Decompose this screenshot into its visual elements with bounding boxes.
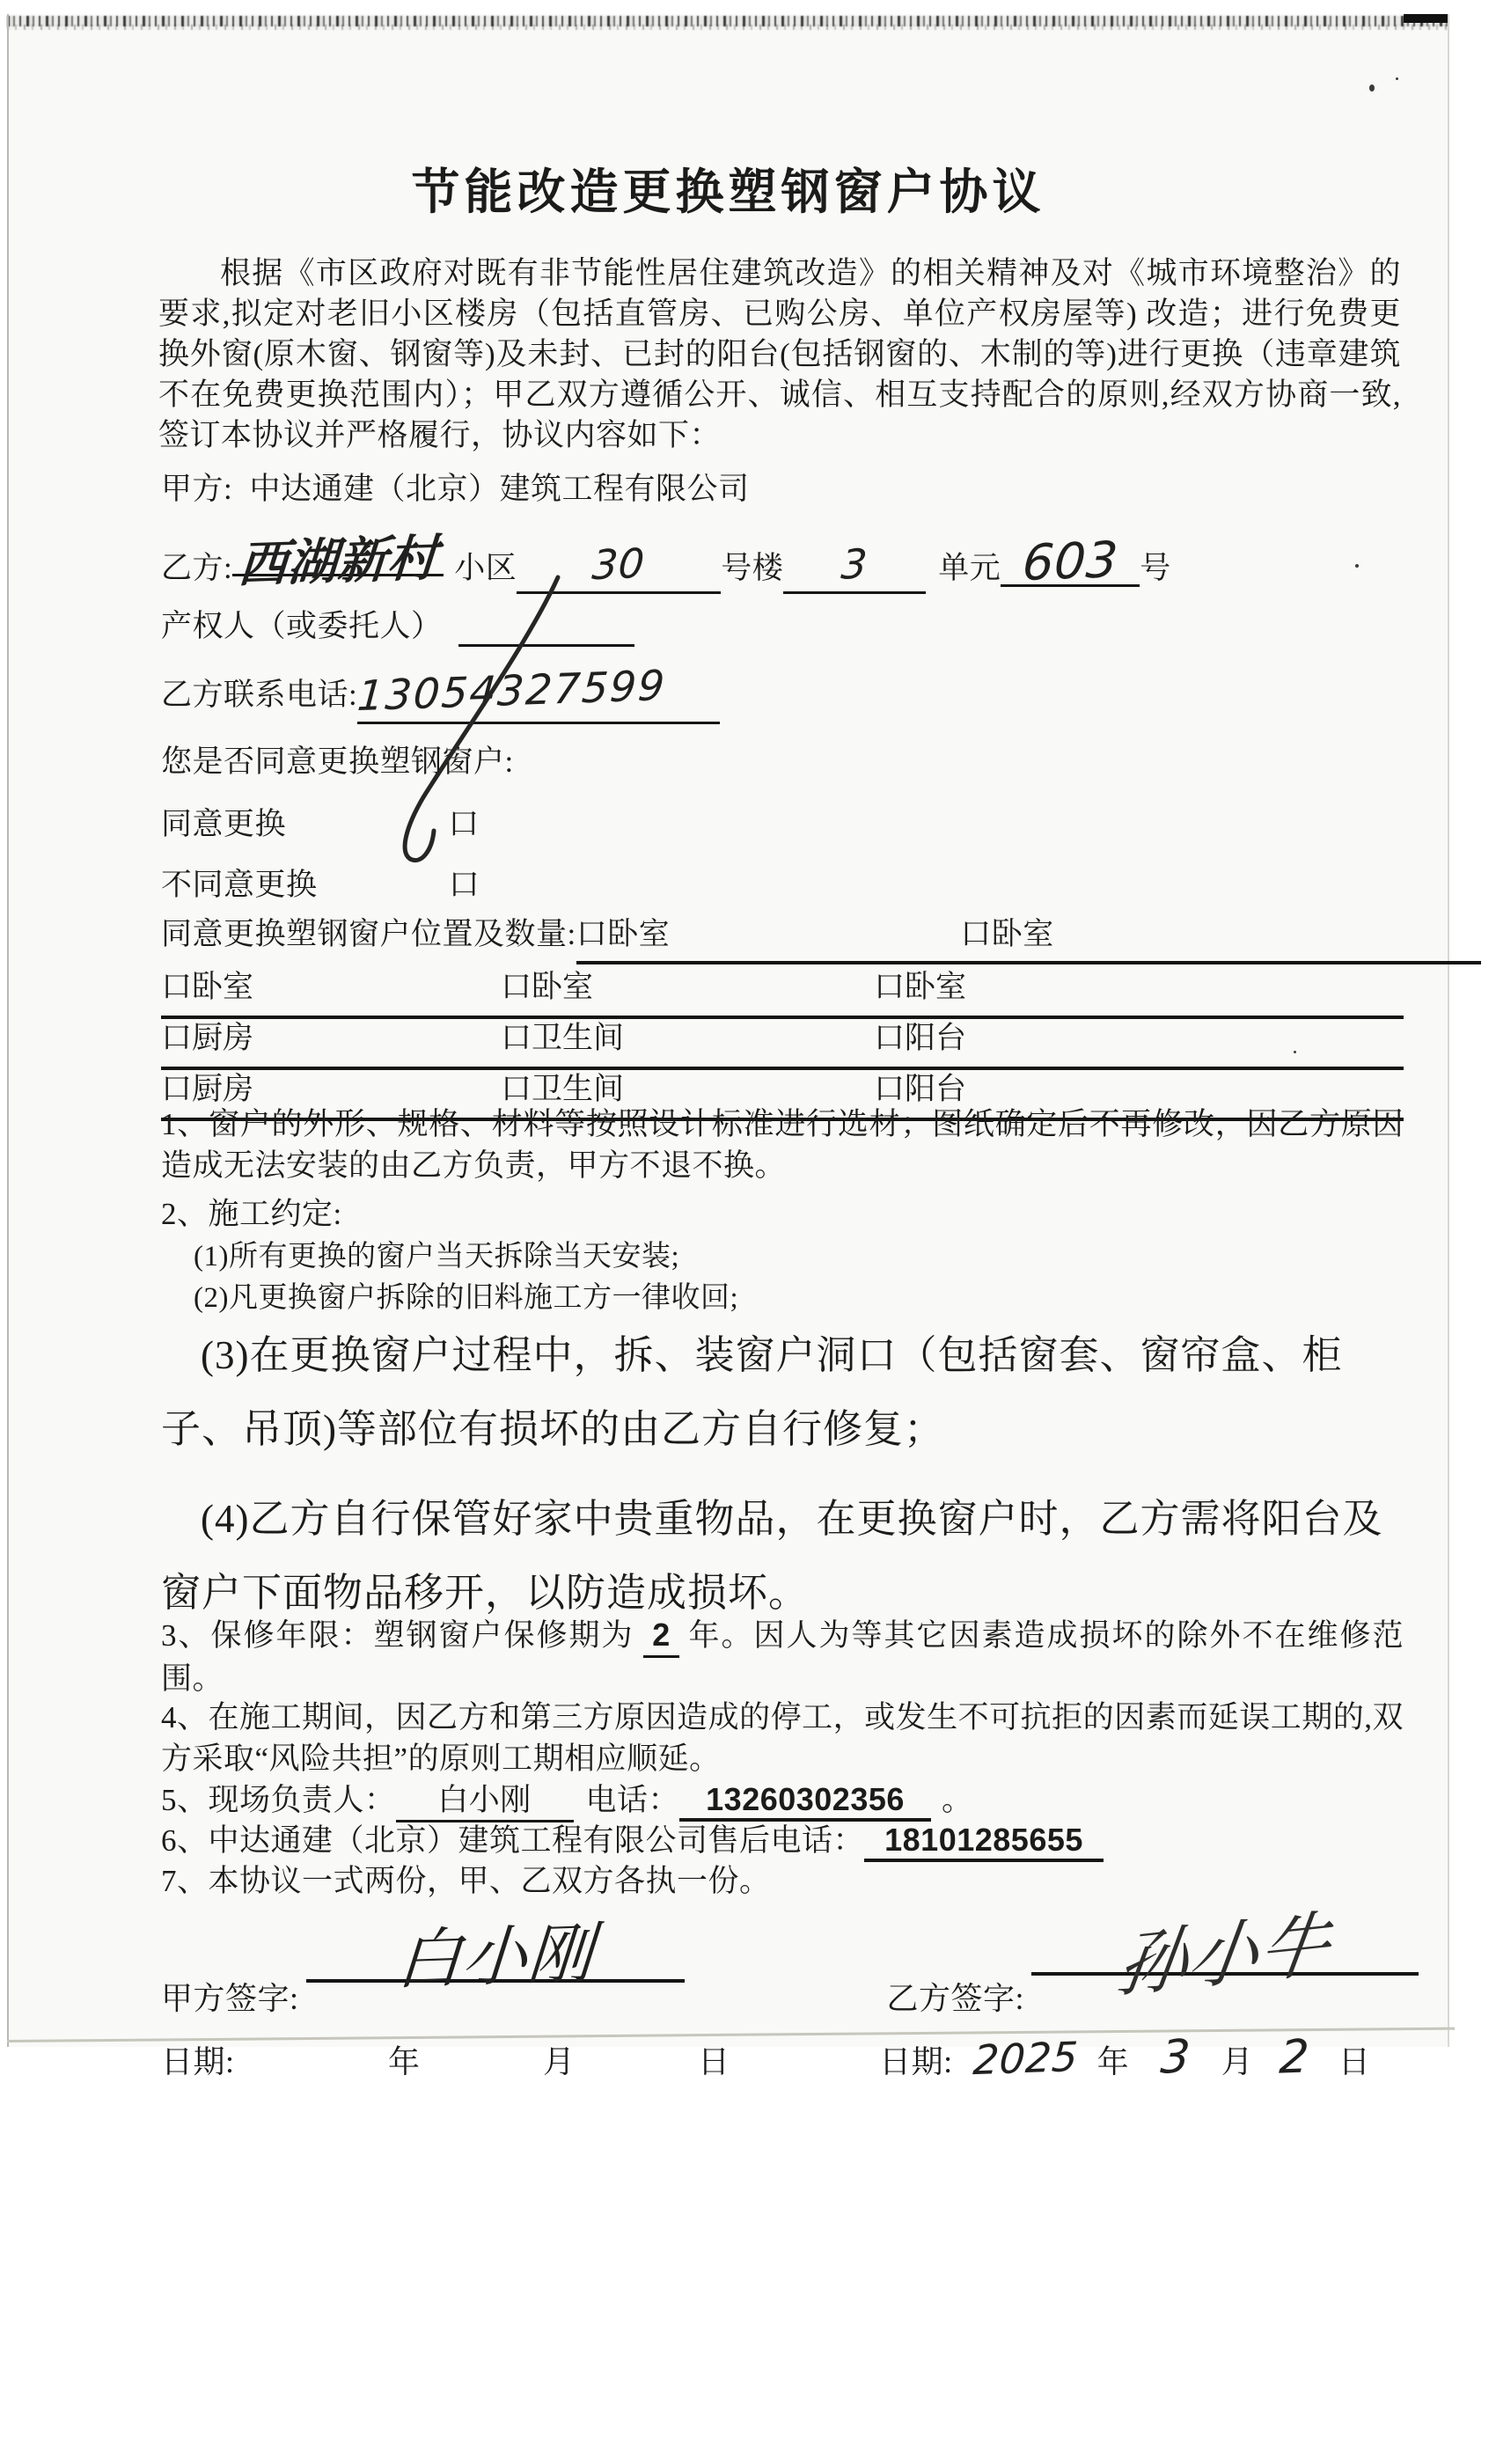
handwritten-checkmark-icon — [348, 567, 612, 884]
clause-5-end: 。 — [942, 1783, 973, 1817]
clause-3-post: 年。因人为等其它因素造成损坏的除外不在维修范围。 — [161, 1618, 1404, 1696]
clause-3-pre: 3、保修年限：塑钢窗户保修期为 — [161, 1618, 634, 1653]
after-sales-phone: 18101285655 — [864, 1822, 1104, 1862]
row3-cell-0: 口厨房 — [161, 1072, 254, 1106]
qty-row-underline — [576, 910, 1481, 964]
party-a-day-label: 日 — [698, 2044, 730, 2079]
clause-2-sub4: (4)乙方自行保管好家中贵重物品，在更换窗户时，乙方需将阳台及窗户下面物品移开，以防造成损坏。 — [161, 1497, 1383, 1615]
party-a-date-label: 日期: — [161, 2044, 235, 2079]
row1-cell-0: 口卧室 — [161, 970, 254, 1004]
handwritten-month: 3 — [1158, 2030, 1192, 2085]
party-b-handwritten-signature: 孙小牛 — [1112, 1902, 1336, 2008]
intro-paragraph: 根据《市区政府对既有非节能性居住建筑改造》的相关精神及对《城市环境整治》的要求,拟定对老旧小区楼房（包括直管房、已购公房、单位产权房屋等) 改造；进行免费更换外窗(原木窗、钢窗等)及未封、已封的阳台(包括钢窗的、木制的等)进行更换（违章建筑不在免费更换范围内）；甲乙双方遵循公开、诚信、相互支持配合的原则,经双方协商一致,签订本协议并严格履行，协议内容如下： — [158, 256, 1401, 452]
party-b-label: 乙方: — [161, 551, 233, 585]
owner-label: 产权人（或委托人） — [161, 609, 443, 643]
qty-row — [161, 910, 1481, 964]
qty-cell-0: 口卧室 — [576, 917, 671, 951]
dust-speck — [1369, 84, 1375, 92]
unit-label: 单元 — [938, 551, 1001, 585]
site-manager-phone: 13260302356 — [679, 1781, 931, 1822]
row2-cell-0: 口厨房 — [161, 1021, 254, 1055]
row2-cell-1: 口卫生间 — [501, 1021, 625, 1055]
clause-6 — [161, 1816, 1104, 1862]
party-b-signature-field — [1031, 1902, 1419, 2008]
clause-7: 7、本协议一式两份，甲、乙双方各执一份。 — [161, 1864, 771, 1898]
party-b-year-label: 年 — [1096, 2044, 1130, 2079]
party-b-month-label: 月 — [1221, 2044, 1254, 2079]
building-suffix: 号楼 — [721, 551, 784, 585]
dust-speck — [1355, 564, 1359, 568]
row1-cell-2: 口卧室 — [874, 970, 967, 1004]
clause-2-sub2: (2)凡更换窗户拆除的旧料施工方一律收回; — [194, 1282, 739, 1314]
clause-5-label: 5、现场负责人： — [161, 1783, 396, 1817]
party-a-sign-label: 甲方签字: — [161, 1981, 299, 2016]
clause-5-tel-label: 电话： — [585, 1783, 680, 1817]
handwritten-community: 西湖新村 — [236, 529, 440, 595]
party-b-line — [161, 523, 1171, 594]
row1-cell-1: 口卧室 — [501, 970, 594, 1004]
clause-1: 1、窗户的外形、规格、材料等按照设计标准进行选材；图纸确定后不再修改，因乙方原因造成无法安装的由乙方负责，甲方不退不换。 — [161, 1107, 1404, 1183]
clause-4: 4、在施工期间，因乙方和第三方原因造成的停工，或发生不可抗拒的因素而延误工期的,双方采取“风险共担”的原则工期相应顺延。 — [161, 1700, 1404, 1776]
party-a-year-label: 年 — [388, 2044, 421, 2079]
party-a-line — [161, 465, 750, 509]
room-suffix: 号 — [1140, 551, 1171, 585]
agree-label: 同意更换 — [161, 807, 287, 841]
site-manager-name: 白小刚 — [396, 1776, 574, 1822]
row3-cell-1: 口卫生间 — [501, 1072, 625, 1106]
party-a-value: 中达通建（北京）建筑工程有限公司 — [249, 472, 750, 506]
date-row — [161, 2031, 1370, 2084]
party-b-date-label: 日期: — [879, 2044, 953, 2079]
scan-right-edge — [1448, 14, 1449, 2047]
signature-row — [161, 1902, 1419, 2019]
clause-3 — [161, 1614, 1404, 1699]
handwritten-phone: 13054327599 — [356, 661, 668, 722]
handwritten-unit-no: 3 — [840, 539, 870, 589]
clause-2-sub3: (3)在更换窗户过程中，拆、装窗户洞口（包括窗套、窗帘盒、柜子、吊顶)等部位有损坏的由乙方自行修复； — [161, 1333, 1343, 1451]
handwritten-building-no: 30 — [590, 539, 647, 590]
row3-cell-2: 口阳台 — [874, 1072, 967, 1106]
party-b-unit-field — [783, 540, 926, 594]
party-a-handwritten-signature: 白小刚 — [393, 1915, 596, 1999]
scanned-agreement-page — [7, 14, 1449, 2085]
handwritten-day: 2 — [1277, 2030, 1311, 2085]
party-a-month-label: 月 — [543, 2044, 576, 2079]
disagree-checkbox: 口 — [448, 868, 480, 902]
scan-artifact-top-band-2 — [7, 25, 1449, 30]
row2-cell-2: 口阳台 — [874, 1021, 967, 1055]
community-suffix: 小区 — [454, 551, 517, 585]
consent-question: 您是否同意更换塑钢窗户: — [161, 744, 514, 779]
scan-left-edge — [7, 14, 9, 2047]
phone-label: 乙方联系电话: — [161, 678, 358, 712]
room-row-2 — [161, 1014, 1404, 1070]
party-b-day-label: 日 — [1338, 2044, 1371, 2079]
clause-3-warranty-years: 2 — [643, 1614, 679, 1658]
clause-2-header: 2、施工约定: — [161, 1197, 342, 1231]
room-row-1 — [161, 963, 1404, 1019]
party-b-room-field — [1001, 532, 1140, 592]
qty-cell-1: 口卧室 — [960, 917, 1054, 951]
party-a-label: 甲方: — [161, 472, 233, 506]
clause-2-sub1: (1)所有更换的窗户当天拆除当天安装; — [194, 1241, 680, 1272]
party-b-sign-label: 乙方签字: — [886, 1981, 1025, 2016]
qty-label: 同意更换塑钢窗户位置及数量: — [161, 917, 576, 951]
disagree-row — [161, 861, 480, 905]
clause-6-label: 6、中达通建（北京）建筑工程有限公司售后电话： — [161, 1823, 865, 1858]
page-title: 节能改造更换塑钢窗户协议 — [411, 165, 1045, 219]
scan-artifact-top-right-bar — [1404, 14, 1449, 23]
handwritten-year: 2025 — [972, 2032, 1081, 2085]
agree-checkbox: 口 — [448, 807, 480, 841]
dust-speck — [1396, 77, 1398, 80]
party-a-signature-field — [306, 1915, 685, 1999]
disagree-label: 不同意更换 — [161, 868, 318, 902]
handwritten-room-no: 603 — [1020, 532, 1120, 592]
